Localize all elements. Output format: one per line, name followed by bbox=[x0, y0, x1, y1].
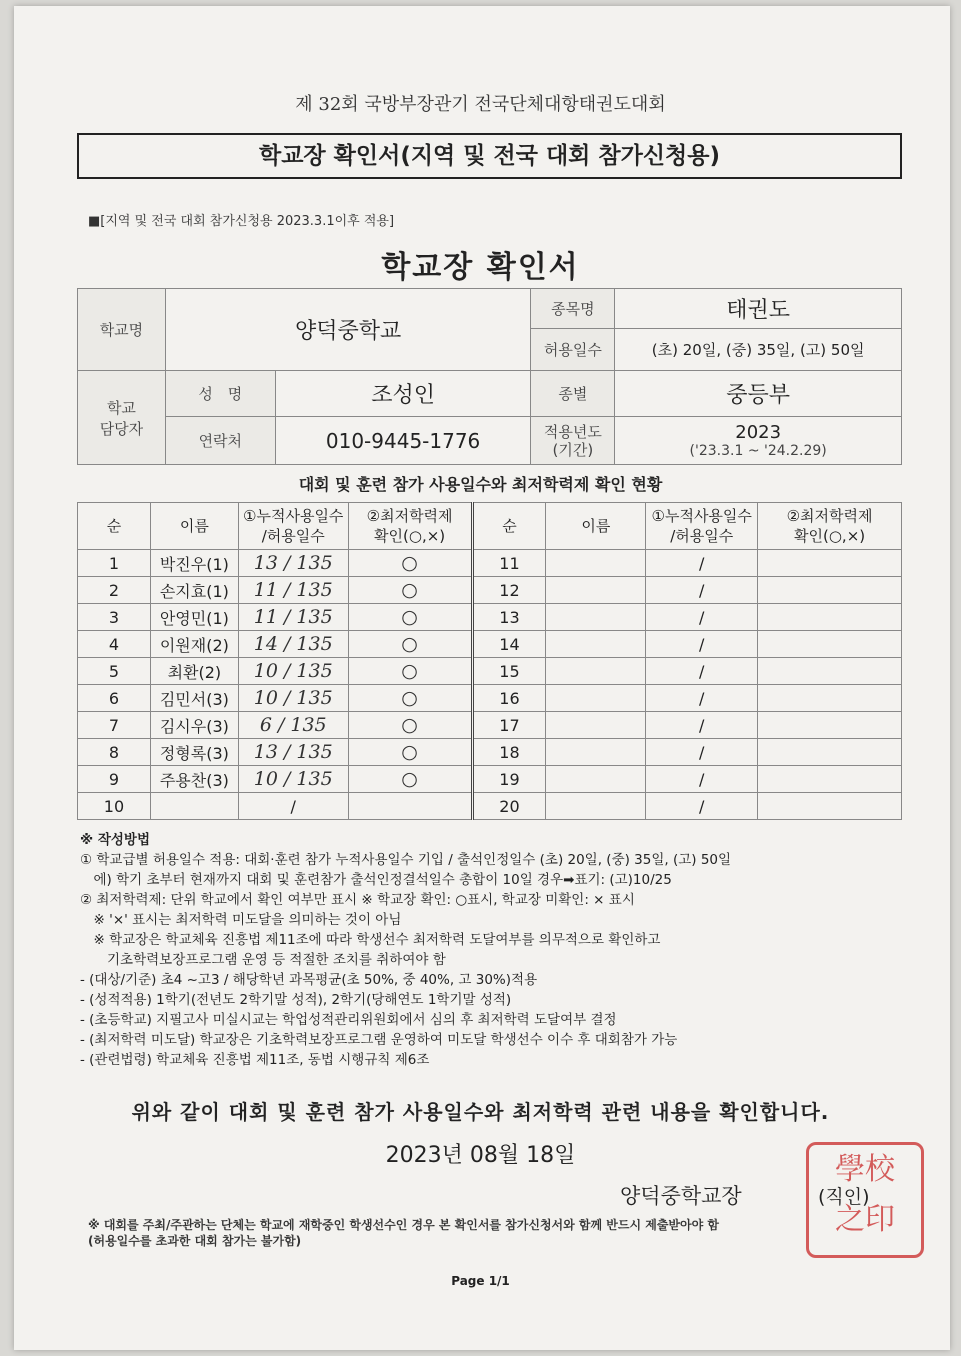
table-row bbox=[78, 685, 902, 712]
row-days: / bbox=[646, 793, 758, 820]
applicability-note: ■[지역 및 전국 대회 참가신청용 2023.3.1이후 적용] bbox=[88, 214, 395, 229]
contact-label: 연락처 bbox=[165, 417, 275, 465]
row-check bbox=[758, 712, 902, 739]
row-days: / bbox=[646, 685, 758, 712]
year-label: 적용년도 (기간) bbox=[531, 417, 615, 465]
header-name: 이름 bbox=[546, 503, 646, 550]
instruction-line: 에) 학기 초부터 현재까지 대회 및 훈련참가 출석인정결석일수 총합이 10일 경우➡표기: (고)10/25 bbox=[80, 872, 672, 888]
division-value: 중등부 bbox=[615, 371, 902, 417]
row-name bbox=[546, 712, 646, 739]
year-cell bbox=[615, 417, 902, 465]
row-no: 13 bbox=[472, 604, 546, 631]
instruction-line: ※ 학교장은 학교체육 진흥법 제11조에 따라 학생선수 최저학력 도달여부를 의무적으로 확인하고 bbox=[80, 932, 661, 948]
row-check bbox=[758, 766, 902, 793]
row-days: / bbox=[646, 604, 758, 631]
contact-value: 010-9445-1776 bbox=[275, 417, 531, 465]
division-label: 종별 bbox=[531, 371, 615, 417]
row-name bbox=[546, 739, 646, 766]
row-no: 1 bbox=[78, 550, 151, 577]
instruction-heading: ※ 작성방법 bbox=[80, 832, 150, 848]
row-days: / bbox=[646, 712, 758, 739]
instruction-line: - (최저학력 미도달) 학교장은 기초학력보장프로그램 운영하여 미도달 학생선수 이수 후 대회참가 가능 bbox=[80, 1032, 678, 1048]
header-no: 순 bbox=[472, 503, 546, 550]
confirmation-statement: 위와 같이 대회 및 훈련 참가 사용일수와 최저학력 관련 내용을 확인합니다. bbox=[131, 1100, 830, 1124]
row-name bbox=[546, 658, 646, 685]
header-days: ①누적사용일수 /허용일수 bbox=[646, 503, 758, 550]
row-no: 9 bbox=[78, 766, 151, 793]
row-name: 김민서(3) bbox=[150, 685, 238, 712]
table-row bbox=[78, 712, 902, 739]
table-row bbox=[78, 550, 902, 577]
row-name: 주용찬(3) bbox=[150, 766, 238, 793]
row-name bbox=[150, 793, 238, 820]
row-no: 4 bbox=[78, 631, 151, 658]
row-check: ○ bbox=[348, 577, 472, 604]
row-no: 5 bbox=[78, 658, 151, 685]
row-name bbox=[546, 604, 646, 631]
row-no: 3 bbox=[78, 604, 151, 631]
row-check bbox=[758, 550, 902, 577]
instruction-line: - (관련법령) 학교체육 진흥법 제11조, 동법 시행규칙 제6조 bbox=[80, 1052, 430, 1068]
table-row bbox=[78, 739, 902, 766]
header-no: 순 bbox=[78, 503, 151, 550]
seal-label: (직인) bbox=[818, 1186, 870, 1208]
row-days: 13 / 135 bbox=[238, 739, 348, 766]
row-days: 13 / 135 bbox=[238, 550, 348, 577]
row-name bbox=[546, 685, 646, 712]
table-row bbox=[78, 631, 902, 658]
row-days: 10 / 135 bbox=[238, 658, 348, 685]
row-name: 최환(2) bbox=[150, 658, 238, 685]
row-days: / bbox=[646, 550, 758, 577]
table-row bbox=[78, 658, 902, 685]
row-check bbox=[758, 604, 902, 631]
header-name: 이름 bbox=[150, 503, 238, 550]
row-no: 8 bbox=[78, 739, 151, 766]
row-name: 박진우(1) bbox=[150, 550, 238, 577]
row-name bbox=[546, 631, 646, 658]
page-title: 학교장 확인서 bbox=[381, 250, 580, 285]
row-check bbox=[758, 658, 902, 685]
table-row bbox=[78, 793, 902, 820]
row-check: ○ bbox=[348, 712, 472, 739]
row-check: ○ bbox=[348, 766, 472, 793]
school-info-table bbox=[77, 288, 902, 465]
issue-date: 2023년 08월 18일 bbox=[385, 1143, 576, 1168]
row-check bbox=[758, 631, 902, 658]
row-name: 이원재(2) bbox=[150, 631, 238, 658]
row-no: 19 bbox=[472, 766, 546, 793]
row-no: 2 bbox=[78, 577, 151, 604]
row-name bbox=[546, 577, 646, 604]
document-title-box: 학교장 확인서(지역 및 전국 대회 참가신청용) bbox=[77, 133, 902, 179]
row-no: 6 bbox=[78, 685, 151, 712]
row-days: 10 / 135 bbox=[238, 766, 348, 793]
instruction-line: 기초학력보장프로그램 운영 등 적절한 조치를 취하여야 함 bbox=[80, 952, 446, 968]
row-check: ○ bbox=[348, 631, 472, 658]
participation-table bbox=[77, 502, 902, 820]
row-no: 20 bbox=[472, 793, 546, 820]
row-check bbox=[758, 685, 902, 712]
row-check bbox=[348, 793, 472, 820]
header-days: ①누적사용일수 /허용일수 bbox=[238, 503, 348, 550]
row-no: 12 bbox=[472, 577, 546, 604]
row-name: 정형록(3) bbox=[150, 739, 238, 766]
allowed-days-label: 허용일수 bbox=[531, 329, 615, 371]
row-check bbox=[758, 577, 902, 604]
row-no: 10 bbox=[78, 793, 151, 820]
row-name: 김시우(3) bbox=[150, 712, 238, 739]
row-days: 11 / 135 bbox=[238, 577, 348, 604]
table-heading: 대회 및 훈련 참가 사용일수와 최저학력제 확인 현황 bbox=[298, 475, 663, 494]
row-days: / bbox=[238, 793, 348, 820]
row-name: 손지효(1) bbox=[150, 577, 238, 604]
page-number: Page 1/1 bbox=[451, 1274, 510, 1288]
row-check: ○ bbox=[348, 739, 472, 766]
principal-title: 양덕중학교장 bbox=[620, 1184, 742, 1208]
table-row bbox=[78, 604, 902, 631]
footnote: ※ 대회를 주최/주관하는 단체는 학교에 재학중인 학생선수인 경우 본 확인서를 참가신청서와 함께 반드시 제출받아야 함 (허용일수를 초과한 대회 참가는 불가함) bbox=[88, 1218, 719, 1248]
row-check: ○ bbox=[348, 685, 472, 712]
table-row bbox=[78, 577, 902, 604]
table-row bbox=[78, 766, 902, 793]
row-check: ○ bbox=[348, 550, 472, 577]
manager-label: 학교 담당자 bbox=[78, 371, 166, 465]
row-no: 18 bbox=[472, 739, 546, 766]
row-days: 11 / 135 bbox=[238, 604, 348, 631]
row-name bbox=[546, 766, 646, 793]
instruction-line: - (성적적용) 1학기(전년도 2학기말 성적), 2학기(당해연도 1학기말 성적) bbox=[80, 992, 512, 1008]
allowed-days-value: (초) 20일, (중) 35일, (고) 50일 bbox=[615, 329, 902, 371]
instructions bbox=[80, 830, 900, 1070]
row-check bbox=[758, 739, 902, 766]
row-no: 14 bbox=[472, 631, 546, 658]
instruction-line: ※ '×' 표시는 최저학력 미도달을 의미하는 것이 아님 bbox=[80, 912, 402, 928]
school-label: 학교명 bbox=[78, 289, 166, 371]
header-check: ②최저학력제 확인(○,×) bbox=[758, 503, 902, 550]
row-check: ○ bbox=[348, 658, 472, 685]
row-no: 16 bbox=[472, 685, 546, 712]
instruction-line: ② 최저학력제: 단위 학교에서 확인 여부만 표시 ※ 학교장 확인: ○표시, 학교장 미확인: × 표시 bbox=[80, 892, 635, 908]
name-label: 성 명 bbox=[165, 371, 275, 417]
sport-value: 태권도 bbox=[615, 289, 902, 329]
row-no: 7 bbox=[78, 712, 151, 739]
row-name: 안영민(1) bbox=[150, 604, 238, 631]
row-days: 6 / 135 bbox=[238, 712, 348, 739]
row-days: 10 / 135 bbox=[238, 685, 348, 712]
row-days: 14 / 135 bbox=[238, 631, 348, 658]
row-no: 15 bbox=[472, 658, 546, 685]
header-check: ②최저학력제 확인(○,×) bbox=[348, 503, 472, 550]
row-days: / bbox=[646, 766, 758, 793]
school-value: 양덕중학교 bbox=[165, 289, 531, 371]
year-value: 2023 bbox=[735, 422, 782, 443]
row-days: / bbox=[646, 577, 758, 604]
sport-label: 종목명 bbox=[531, 289, 615, 329]
year-period: ('23.3.1 ~ '24.2.29) bbox=[689, 443, 827, 459]
instruction-line: - (초등학교) 지필고사 미실시교는 학업성적관리위원회에서 심의 후 최저학력 도달여부 결정 bbox=[80, 1012, 617, 1028]
row-check: ○ bbox=[348, 604, 472, 631]
name-value: 조성인 bbox=[275, 371, 531, 417]
row-no: 11 bbox=[472, 550, 546, 577]
contest-name: 제 32회 국방부장관기 전국단체대항태권도대회 bbox=[295, 94, 666, 115]
row-check bbox=[758, 793, 902, 820]
row-days: / bbox=[646, 658, 758, 685]
instruction-line: ① 학교급별 허용일수 적용: 대회·훈련 참가 누적사용일수 기입 / 출석인정일수 (초) 20일, (중) 35일, (고) 50일 bbox=[80, 852, 732, 868]
row-days: / bbox=[646, 739, 758, 766]
row-name bbox=[546, 793, 646, 820]
instruction-line: - (대상/기준) 초4 ~고3 / 해당학년 과목평균(초 50%, 중 40%, 고 30%)적용 bbox=[80, 972, 538, 988]
row-name bbox=[546, 550, 646, 577]
row-no: 17 bbox=[472, 712, 546, 739]
official-seal: 學校 之印 bbox=[806, 1142, 924, 1258]
row-days: / bbox=[646, 631, 758, 658]
